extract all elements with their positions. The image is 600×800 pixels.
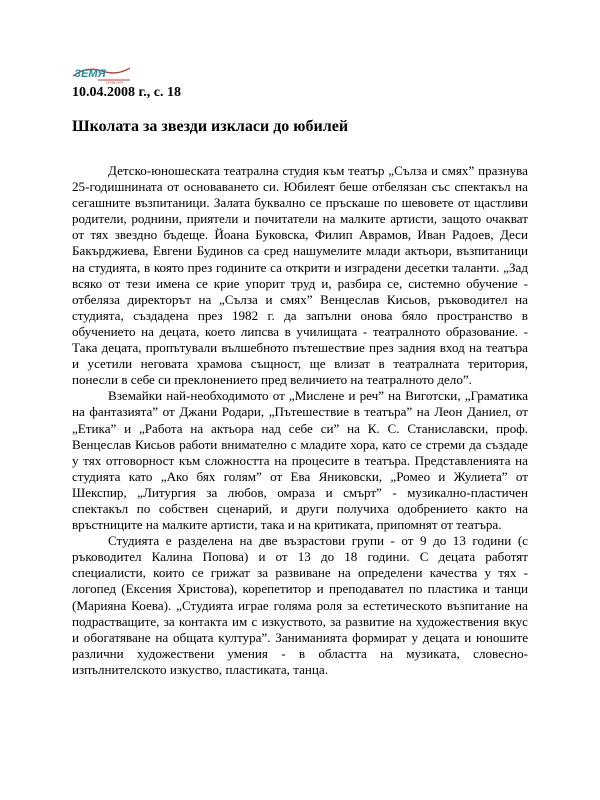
paragraph-3: Студията е разделена на две възрастови групи - от 9 до 13 години (с ръководител Калина Попова) и от 13 до 18 години. С децата работят специалисти, които се грижат за развиване на определени качества у тях - логопед (Ексения Христова), корепетитор и преподавател по пластика и танци (Марияна Коева). „Студията играе голяма роля за естетическото възпитание на подрастващите, за контакта им с изкуството, за развитие на художествения вкус и обогатяване на общата култура”. Заниманията формират у децата и юношите различни художествени умения - в областта на музиката, словесно-изпълнителското изкуство, пластиката, танца. [72, 533, 528, 677]
newspaper-logo [72, 64, 132, 84]
zemia-logo-icon [72, 64, 132, 84]
paragraph-2: Вземайки най-необходимото от „Мислене и реч” на Виготски, „Граматика на фантазията” от Джани Родари, „Пътешествие в театъра” на Леон Даниел, от „Етика” и „Работа на актьора над себе си” на К. С. Станиславски, проф. Венцеслав Кисьов работи внимателно с младите хора, като се стреми да създаде у тях отговорност към сложността на процесите в театъра. Представленията на студията като „Ако бях голям” от Ева Яниковски, „Ромео и Жулиета” от Шекспир, „Литургия за любов, омраза и смърт” - музикално-пластичен спектакъл по собствен сценарий, и други получиха одобрението както на връстниците на малките артисти, така и на критиката, припомнят от театъра. [72, 388, 528, 533]
paragraph-1: Детско-юношеската театрална студия към театър „Сълза и смях” празнува 25-годишнината от основаването си. Юбилеят беше отбелязан със спектакъл на сегашните възпитаници. Залата буквално се пръскаше по шевовете от щастливи родители, роднини, приятели и почитатели на малките артисти, защото очакват от тях звездно бъдеще. Йоана Буковска, Филип Аврамов, Иван Радоев, Деси Бакърджиева, Евгени Будинов са сред нашумелите млади актьори, възпитаници на студията, в която през годините са открити и изградени десетки таланти. „Зад всяко от тези имена се крие упорит труд и, разбира се, системно обучение - отбеляза директорът на „Сълза и смях” Венцеслав Кисьов, ръководител на студията, създадена през 1982 г. да запълни онова бяло пространство в обучението на децата, което липсва в училищата - театралното образование. - Така децата, пропътували вълшебното пътешествие през задния вход на театъра и усетили неговата храмова същност, ще влизат в театралната територия, понесли в себе си преклонението пред величието на театралното дело”. [72, 163, 528, 388]
publication-date: 10.04.2008 г., с. 18 [72, 85, 181, 100]
article-headline: Школата за звезди изкласи до юбилей [72, 118, 349, 135]
logo-text: ЗЕМЯ [74, 68, 106, 80]
logo-tagline: zemia.com [106, 80, 123, 84]
article-body [72, 163, 528, 678]
